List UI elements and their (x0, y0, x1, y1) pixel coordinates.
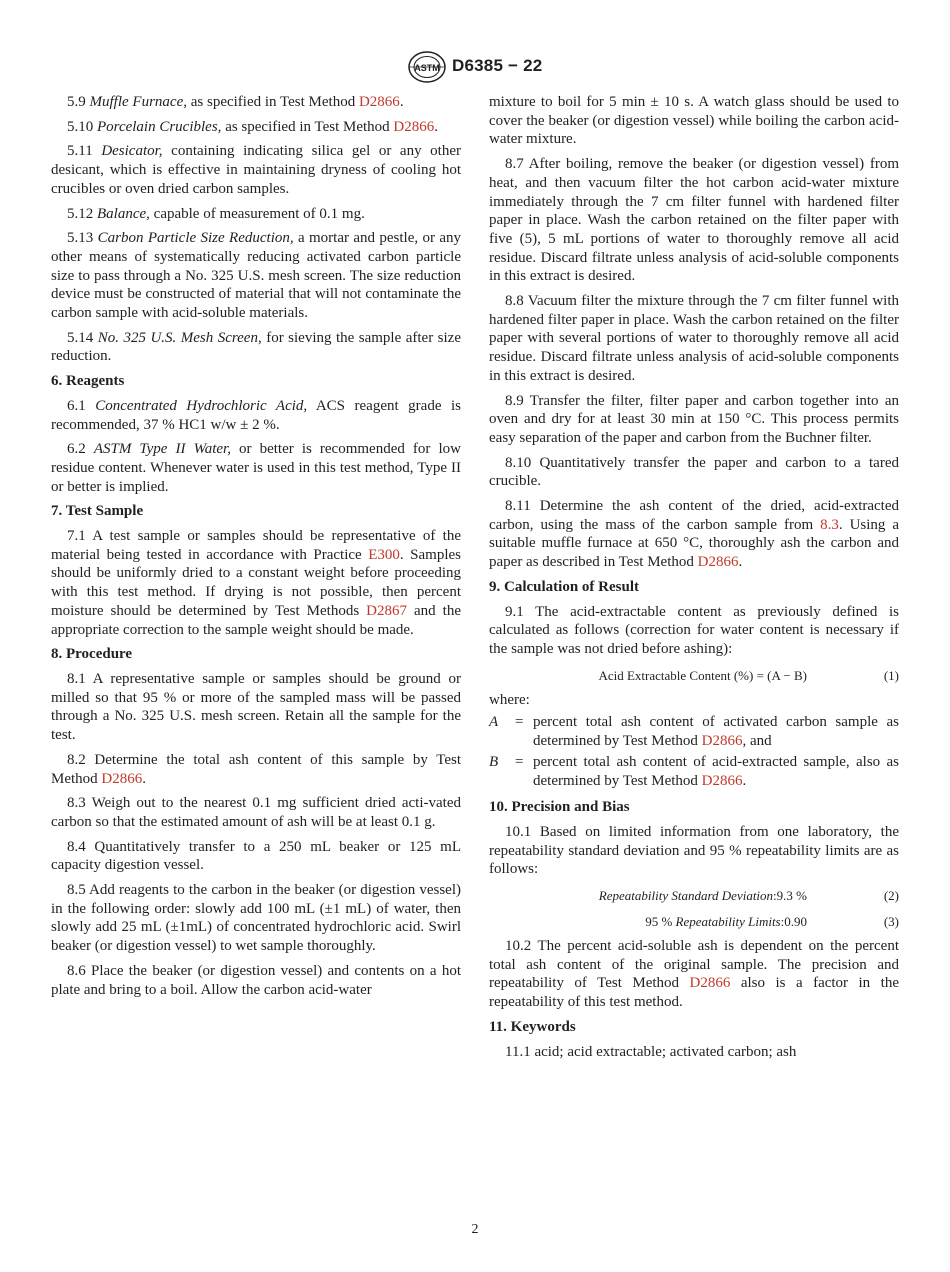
astm-logo-text: ASTM (414, 63, 440, 73)
section-9-1: 9.1 The acid-extractable content as previously defined is calculated as follows (correction for water content is necessary if the sample was not dried before ashing): (489, 603, 899, 657)
heading-keywords: 11. Keywords (489, 1018, 576, 1035)
section-8-11: 8.11 Determine the ash content of the dried, acid-extracted carbon, using the mass of the carbon sample from 8.3. Using a suitable muffle furnace at 650 °C, thoroughly ash the carbon and paper as described in Test Method D2866. (489, 498, 899, 571)
section-7-1: 7.1 A test sample or samples should be representative of the material being tested in accordance with Practice E300. Samples should be uniformly dried to a constant weight before proceeding with this test method. If drying is not possible, then percent moisture should be determined by Test Methods D2867 and the appropriate correction to the sample weight should be made. (51, 528, 462, 638)
section-5-10: 5.10 Porcelain Crucibles, as specified in Test Method D2866. (67, 118, 439, 135)
section-8-8: 8.8 Vacuum filter the mixture through the 7 cm filter funnel with hardened filter paper in place. Wash the carbon retained on the filter paper with several portions of water to thoroughly remove all acid residue. Discard filtrate unless analysis of acid-soluble components in this extract is desired. (489, 293, 899, 384)
section-5-13: 5.13 Carbon Particle Size Reduction, a mortar and pestle, or any other means of systematically reducing activated carbon particle size to pass through a No. 325 U.S. mesh screen. The size reduction device must be constructed of material that will not contaminate the carbon sample with acid-soluble materials. (51, 230, 461, 322)
definition-a: A = percent total ash content of activated carbon sample as determined by Test Method D2866, and (489, 714, 899, 750)
equation-3: 95 % Repeatability Limits:0.90 (3) (645, 914, 899, 930)
link-d2866[interactable]: D2866 (101, 770, 143, 787)
section-5-9: 5.9 Muffle Furnace, as specified in Test Method D2866. (67, 94, 404, 110)
section-11-1: 11.1 acid; acid extractable; activated carbon; ash (505, 1043, 797, 1060)
section-5-14: 5.14 No. 325 U.S. Mesh Screen, for sieving the sample after size reduction. (51, 329, 461, 365)
astm-logo-icon (407, 50, 447, 84)
section-8-2: 8.2 Determine the total ash content of this sample by Test Method D2866. (51, 751, 461, 787)
link-d2866[interactable]: D2866 (697, 554, 739, 571)
link-d2866[interactable]: D2866 (689, 975, 731, 992)
document-designation: D6385 − 22 (452, 56, 543, 75)
section-10-2: 10.2 The percent acid-soluble ash is dependent on the percent total ash content of the original sample. The precision and repeatability of Test Method D2866 also is a factor in the repeatability of this test method. (489, 938, 899, 1011)
section-10-1: 10.1 Based on limited information from one laboratory, the repeatability standard deviation and 95 % repeatability limits are as follows: (489, 823, 899, 878)
heading-procedure: 8. Procedure (51, 646, 133, 663)
page-header (0, 50, 950, 84)
link-d2866[interactable]: D2866 (701, 772, 743, 789)
section-8-10: 8.10 Quantitatively transfer the paper and carbon to a tared crucible. (489, 454, 899, 490)
section-8-5: 8.5 Add reagents to the carbon in the beaker (or digestion vessel) in the following order: slowly add 100 mL (±1 mL) of water, then slowly add 25 mL (±1mL) of concentrated hydrochloric acid. Swirl beaker (or digestion vessel) to wet sample thoroughly. (51, 882, 461, 955)
section-6-2: 6.2 ASTM Type II Water, or better is recommended for low residue content. Whenever water is used in this test method, Type II or better is implied. (51, 441, 461, 495)
section-8-1: 8.1 A representative sample or samples should be ground or milled so that 95 % or more of the sampled mass will be passed through a No. 325 U.S. mesh screen. Retain all the sample for the test. (51, 670, 461, 744)
right-column (489, 93, 899, 1067)
link-d2866[interactable]: D2866 (358, 94, 400, 110)
link-e300[interactable]: E300 (368, 546, 400, 563)
heading-reagents: 6. Reagents (51, 373, 125, 390)
definition-b: B = percent total ash content of acid-extracted sample, also as determined by Test Method D2866. (489, 753, 899, 789)
section-6-1: 6.1 Concentrated Hydrochloric Acid, ACS reagent grade is recommended, 37 % HC1 w/w ± 2 %. (51, 397, 461, 433)
section-8-6: 8.6 Place the beaker (or digestion vessel) and contents on a hot plate and bring to a boil. Allow the carbon acid-water (51, 962, 461, 998)
equation-1-body: Acid Extractable Content (%) = (A − B) (598, 667, 807, 683)
equation-2: Repeatability Standard Deviation:9.3 % (2) (598, 888, 899, 904)
section-8-3: 8.3 Weigh out to the nearest 0.1 mg sufficient dried acti-vated carbon so that the estimated amount of ash will be at least 0.1 g. (51, 795, 461, 830)
page-number: 2 (471, 1222, 479, 1237)
section-8-4: 8.4 Quantitatively transfer to a 250 mL beaker or 125 mL capacity digestion vessel. (51, 838, 461, 874)
section-5-12: 5.12 Balance, capable of measurement of 0.1 mg. (67, 205, 365, 222)
section-8-6-continued: mixture to boil for 5 min ± 10 s. A watch glass should be used to cover the beaker (or digestion vessel) while boiling the carbon acid-water mixture. (489, 94, 899, 148)
link-section-8-3[interactable]: 8.3 (820, 516, 839, 533)
heading-test-sample: 7. Test Sample (51, 503, 144, 520)
link-d2866[interactable]: D2866 (701, 733, 743, 750)
section-5-11: 5.11 Desicator, containing indicating silica gel or any other desicant, which is effective in maintaining dryness of cooling hot crucibles or oven dried carbon samples. (51, 143, 462, 197)
heading-calculation: 9. Calculation of Result (489, 578, 639, 595)
section-8-7: 8.7 After boiling, remove the beaker (or digestion vessel) from heat, and then vacuum filter the hot carbon acid-water mixture immediately through the 7 cm filter funnel with hardened filter paper in place. Wash the carbon retained on the filter paper with five (5), 5 mL portions of water to thoroughly remove all acid residue. Discard filtrate unless analysis of acid-soluble components in this extract is desired. (489, 156, 899, 285)
heading-precision-bias: 10. Precision and Bias (489, 799, 630, 816)
left-column (51, 93, 461, 1005)
where-label: where: (489, 691, 530, 708)
section-8-9: 8.9 Transfer the filter, filter paper and carbon together into an oven and dry for at least 30 min at 150 °C. This process permits easy separation of the paper and carbon from the Buchner filter. (489, 392, 899, 446)
link-d2866[interactable]: D2866 (393, 118, 435, 135)
equation-1 (489, 665, 899, 687)
equation-1-number: (1) (883, 667, 899, 683)
link-d2867[interactable]: D2867 (366, 602, 408, 619)
